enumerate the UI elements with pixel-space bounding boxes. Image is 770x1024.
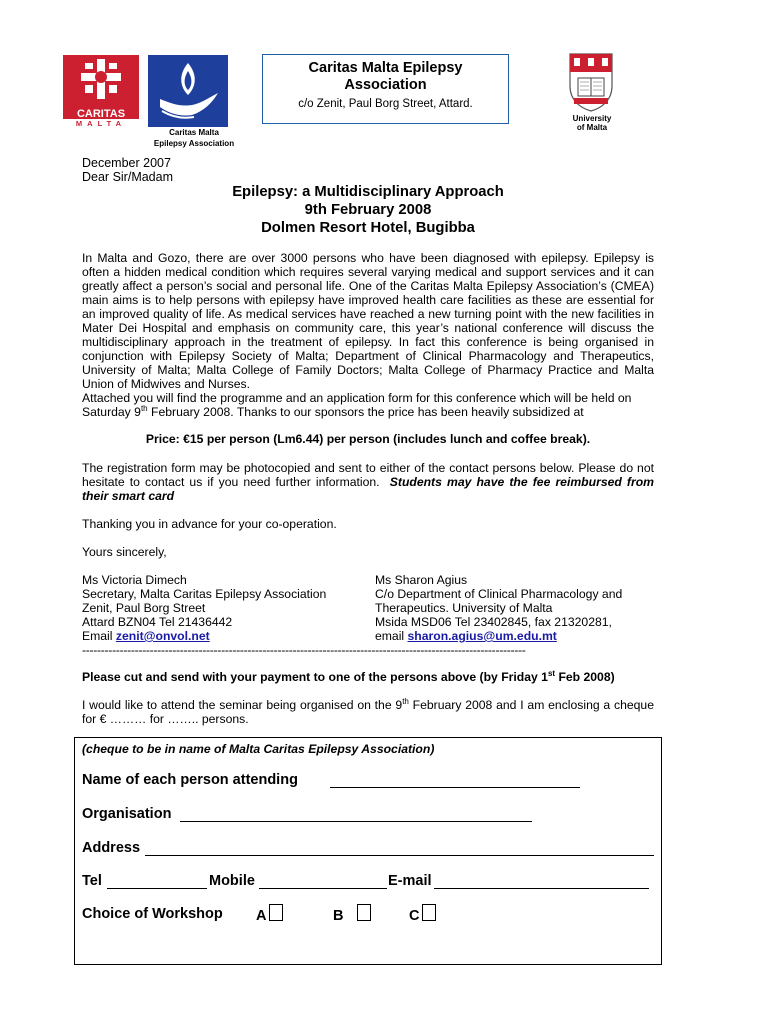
workshop-option-c[interactable] bbox=[409, 904, 436, 926]
conference-title-line: Epilepsy: a Multidisciplinary Approach bbox=[232, 184, 504, 200]
contact-left-role: Secretary, Malta Caritas Epilepsy Association bbox=[82, 587, 327, 601]
cheque-note: (cheque to be in name of Malta Caritas Epilepsy Association) bbox=[82, 742, 435, 756]
association-name-line-2: Association bbox=[344, 77, 427, 93]
contact-left-email-label: Email bbox=[82, 629, 116, 643]
organisation-field-line[interactable] bbox=[180, 821, 532, 822]
letter-salutation: Dear Sir/Madam bbox=[82, 170, 173, 184]
address-field-label: Address bbox=[82, 840, 141, 856]
attend-paragraph bbox=[82, 698, 654, 726]
conference-venue-line: Dolmen Resort Hotel, Bugibba bbox=[261, 220, 475, 236]
organisation-field-label: Organisation bbox=[82, 806, 172, 822]
tel-field-label: Tel bbox=[82, 873, 102, 889]
email-field-label: E-mail bbox=[388, 873, 432, 889]
contact-left-street: Zenit, Paul Borg Street bbox=[82, 601, 206, 615]
tel-field-line[interactable] bbox=[107, 888, 207, 889]
workshop-option-a-label: A bbox=[256, 908, 267, 924]
email-field-line[interactable] bbox=[434, 888, 649, 889]
hand-flame-logo-icon bbox=[148, 55, 228, 127]
association-name-line-1: Caritas Malta Epilepsy bbox=[308, 60, 463, 76]
attend-start: I would like to attend the seminar being organised on the 9 bbox=[82, 698, 403, 712]
price-line: Price: €15 per person (Lm6.44) per person (includes lunch and coffee break). bbox=[145, 432, 591, 446]
contact-right-dept: C/o Department of Clinical Pharmacology and bbox=[375, 587, 623, 601]
contact-right-town-tel: Msida MSD06 Tel 23402845, fax 21320281, bbox=[375, 615, 612, 629]
caritas-malta-logo-icon bbox=[63, 55, 139, 127]
workshop-option-c-label: C bbox=[409, 908, 420, 924]
epilepsy-association-logo bbox=[148, 55, 228, 127]
students-note: Students may have the fee reimbursed from their smart card bbox=[82, 475, 654, 503]
caritas-logo bbox=[63, 55, 139, 127]
body-paragraph-2 bbox=[82, 391, 658, 419]
attend-sup: th bbox=[402, 696, 409, 706]
body-p2-sup: th bbox=[140, 403, 148, 413]
workshop-option-a[interactable] bbox=[256, 904, 283, 926]
mobile-field-label: Mobile bbox=[209, 873, 255, 889]
name-field-label: Name of each person attending bbox=[82, 772, 298, 788]
attend-end: February 2008 and I am enclosing a cheque for € ……… for …….. persons. bbox=[82, 698, 654, 726]
name-field-row bbox=[82, 772, 298, 789]
body-p2-end: February 2008. Thanks to our sponsors the price has been heavily subsidized at bbox=[147, 405, 584, 419]
contact-right-name: Ms Sharon Agius bbox=[375, 573, 468, 587]
conference-title bbox=[82, 183, 654, 237]
caption-line-1: Caritas Malta bbox=[169, 128, 219, 137]
contact-right-email-label: email bbox=[375, 629, 408, 643]
svg-text:MALTA: MALTA bbox=[75, 119, 127, 127]
contact-left bbox=[82, 573, 372, 643]
svg-text:CARITAS: CARITAS bbox=[76, 108, 126, 120]
closing-line: Yours sincerely, bbox=[82, 545, 167, 559]
epilepsy-logo-caption bbox=[148, 127, 240, 149]
thanks-line: Thanking you in advance for your co-operation. bbox=[82, 517, 337, 531]
contact-left-name: Ms Victoria Dimech bbox=[82, 573, 187, 587]
registration-text: The registration form may be photocopied and sent to either of the contact persons below. Please do not hesitate to contact us if you need further information. bbox=[82, 461, 654, 489]
cut-line: ---------------------------------------------------------------------------------------------------------------------- bbox=[82, 643, 526, 657]
mobile-field-line[interactable] bbox=[259, 888, 387, 889]
workshop-label: Choice of Workshop bbox=[82, 906, 223, 922]
association-title-box bbox=[262, 54, 509, 124]
university-caption-line-2: of Malta bbox=[576, 123, 608, 132]
body-paragraph-1: In Malta and Gozo, there are over 3000 persons who have been diagnosed with epilepsy. Epilepsy is often a hidden medical condition which requires several varying medical and support services and it can greatly affect a person’s social and personal life. One of the Caritas Malta Epilepsy Association’s (CMEA) main aims is to help persons with epilepsy have improved health care facilities as these are essential for an improved quality of life. As medical services have reached a new turning point with the new facilities in Mater Dei Hospital and emphasis on community care, this year’s national conference will discuss the multidisciplinary approach in the treatment of epilepsy. In fact this conference is being organised in conjunction with Epilepsy Society of Malta; Department of Clinical Pharmacology and Therapeutics, University of Malta; Malta College of Family Doctors; Malta College of Pharmacy Practice and Malta Union of Midwives and Nurses. bbox=[82, 251, 654, 391]
university-crest-icon bbox=[568, 52, 614, 112]
association-address: c/o Zenit, Paul Borg Street, Attard. bbox=[298, 98, 473, 110]
contact-right-dept-2: Therapeutics. University of Malta bbox=[375, 601, 553, 615]
instruction-sup: st bbox=[547, 668, 556, 678]
workshop-c-checkbox[interactable] bbox=[422, 904, 436, 921]
university-crest bbox=[568, 52, 614, 112]
workshop-b-checkbox[interactable] bbox=[357, 904, 371, 921]
contact-right-email-line bbox=[375, 629, 665, 643]
registration-paragraph bbox=[82, 461, 654, 503]
form-instruction bbox=[82, 670, 662, 684]
contact-right bbox=[375, 573, 665, 643]
university-caption bbox=[566, 114, 618, 132]
contact-left-email-line bbox=[82, 629, 372, 643]
workshop-option-b[interactable] bbox=[333, 904, 371, 926]
instruction-start: Please cut and send with your payment to one of the persons above (by Friday 1 bbox=[82, 670, 548, 684]
university-caption-line-1: University bbox=[572, 114, 612, 123]
name-field-line[interactable] bbox=[330, 787, 580, 788]
workshop-option-b-label: B bbox=[333, 908, 344, 924]
contact-left-town-tel: Attard BZN04 Tel 21436442 bbox=[82, 615, 233, 629]
address-field-line[interactable] bbox=[145, 855, 654, 856]
letter-date: December 2007 bbox=[82, 156, 171, 170]
caption-line-2: Epilepsy Association bbox=[153, 139, 235, 148]
contact-left-email-link[interactable]: zenit@onvol.net bbox=[115, 629, 210, 643]
workshop-a-checkbox[interactable] bbox=[269, 904, 283, 921]
body-p2-start: Attached you will find the programme and an application form for this conference which will be held on Saturday 9 bbox=[82, 391, 632, 419]
contact-right-email-link[interactable]: sharon.agius@um.edu.mt bbox=[407, 629, 557, 643]
instruction-end: Feb 2008) bbox=[555, 670, 615, 684]
conference-date-line: 9th February 2008 bbox=[304, 202, 432, 218]
